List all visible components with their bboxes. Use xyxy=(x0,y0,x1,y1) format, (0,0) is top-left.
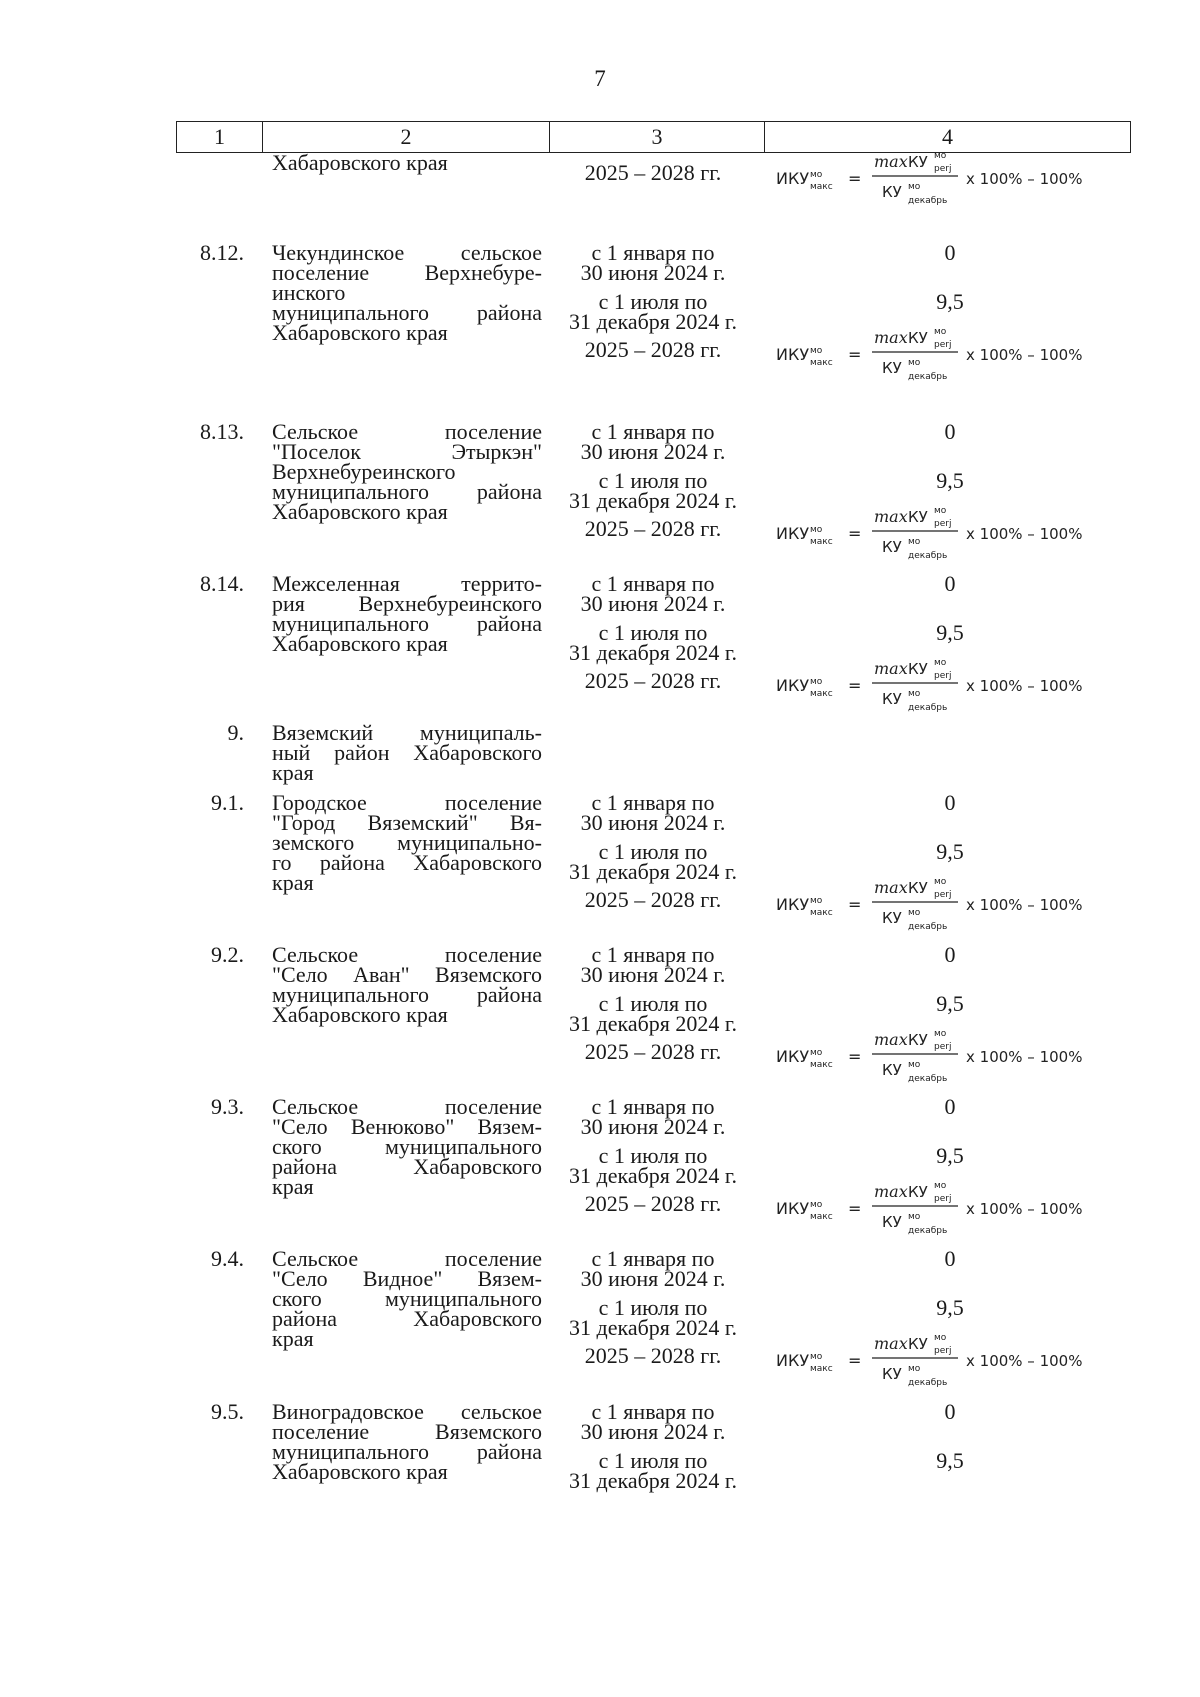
value-first-half: 0 xyxy=(944,571,956,596)
svg-text:КУ: КУ xyxy=(908,879,928,897)
row-name xyxy=(272,1399,542,1484)
svg-text:мо: мо xyxy=(908,689,921,699)
svg-text:x 100% – 100%: x 100% – 100% xyxy=(966,170,1083,188)
svg-text:КУ: КУ xyxy=(908,508,928,526)
header-col-1: 1 xyxy=(177,122,263,152)
row-name-line: Чекундинское сельское xyxy=(272,240,542,265)
svg-text:=: = xyxy=(848,345,862,364)
formula-lhs: ИКУ xyxy=(776,345,810,364)
period-second-half: с 1 июля по 31 декабря 2024 г. xyxy=(569,289,737,334)
period-first-half: с 1 января по 30 июня 2024 г. xyxy=(580,790,726,835)
svg-text:декабрь: декабрь xyxy=(908,922,948,932)
svg-text:мо: мо xyxy=(908,1364,921,1374)
period-first-half: с 1 января по 30 июня 2024 г. xyxy=(580,571,726,616)
row-name-line: "Село Венюково" Вязем- xyxy=(272,1114,542,1139)
svg-text:perj: perj xyxy=(934,671,952,681)
period-second-half: с 1 июля по 31 декабря 2024 г. xyxy=(569,1295,737,1340)
svg-text:=: = xyxy=(848,1199,862,1218)
svg-text:x 100% – 100%: x 100% – 100% xyxy=(966,896,1083,914)
period-second-half: с 1 июля по 31 декабря 2024 г. xyxy=(569,468,737,513)
row-name-line: поселение Верхнебуре- xyxy=(272,260,542,285)
svg-text:декабрь: декабрь xyxy=(908,551,948,561)
svg-text:мо: мо xyxy=(810,346,823,356)
svg-text:max: max xyxy=(874,152,908,171)
row-name-line: "Село Видное" Вязем- xyxy=(272,1266,542,1291)
svg-text:max: max xyxy=(874,328,908,347)
row-name-line: района Хабаровского xyxy=(272,1154,542,1179)
svg-text:декабрь: декабрь xyxy=(908,1226,948,1236)
row-number: 9.2. xyxy=(211,942,244,967)
row-name-line: Межселенная террито- xyxy=(272,571,542,596)
row-name-line: ный район Хабаровского xyxy=(272,740,542,765)
period-2025-2028: 2025 – 2028 гг. xyxy=(584,337,722,362)
formula-lhs: ИКУ xyxy=(776,1351,810,1370)
svg-text:мо: мо xyxy=(934,151,947,161)
row-name-line: земского муниципально- xyxy=(272,830,542,855)
svg-text:мо: мо xyxy=(810,525,823,535)
value-first-half: 0 xyxy=(944,790,956,815)
formula-lhs: ИКУ xyxy=(776,1199,810,1218)
formula xyxy=(776,1331,1136,1389)
row-name-line: Хабаровского края xyxy=(272,320,448,345)
svg-text:мо: мо xyxy=(810,896,823,906)
value-first-half: 0 xyxy=(944,1094,956,1119)
formula xyxy=(776,1179,1136,1237)
period-first-half: с 1 января по 30 июня 2024 г. xyxy=(580,1246,726,1291)
period-2025-2028: 2025 – 2028 гг. xyxy=(584,160,722,185)
period-first-half: с 1 января по 30 июня 2024 г. xyxy=(580,419,726,464)
row-name-line: Хабаровского края xyxy=(272,499,448,524)
svg-text:=: = xyxy=(848,524,862,543)
period-first-half: с 1 января по 30 июня 2024 г. xyxy=(580,1399,726,1444)
row-name-line: муниципального района xyxy=(272,1439,542,1464)
svg-text:декабрь: декабрь xyxy=(908,703,948,713)
svg-text:макс: макс xyxy=(810,182,833,192)
formula-lhs: ИКУ xyxy=(776,676,810,695)
value-second-half: 9,5 xyxy=(936,1448,964,1473)
svg-text:мо: мо xyxy=(934,877,947,887)
svg-text:КУ: КУ xyxy=(882,690,902,708)
row-name-line: го района Хабаровского xyxy=(272,850,542,875)
value-second-half: 9,5 xyxy=(936,991,964,1016)
value-second-half: 9,5 xyxy=(936,839,964,864)
period-second-half: с 1 июля по 31 декабря 2024 г. xyxy=(569,991,737,1036)
row-name-line: Виноградовское сельское xyxy=(272,1399,542,1424)
svg-text:perj: perj xyxy=(934,340,952,350)
svg-text:=: = xyxy=(848,169,862,188)
period-first-half: с 1 января по 30 июня 2024 г. xyxy=(580,942,726,987)
row-name-line: Сельское поселение xyxy=(272,419,542,444)
value-second-half: 9,5 xyxy=(936,1295,964,1320)
svg-text:декабрь: декабрь xyxy=(908,196,948,206)
svg-text:КУ: КУ xyxy=(882,1213,902,1231)
period-2025-2028: 2025 – 2028 гг. xyxy=(584,1039,722,1064)
svg-text:макс: макс xyxy=(810,1364,833,1374)
row-name-line: муниципального района xyxy=(272,611,542,636)
row-number: 8.13. xyxy=(200,419,244,444)
svg-text:макс: макс xyxy=(810,1060,833,1070)
row-number: 9.4. xyxy=(211,1246,244,1271)
svg-text:мо: мо xyxy=(908,182,921,192)
svg-text:мо: мо xyxy=(810,677,823,687)
formula xyxy=(776,656,1136,714)
svg-text:perj: perj xyxy=(934,1042,952,1052)
svg-text:мо: мо xyxy=(908,908,921,918)
page-number: 7 xyxy=(594,66,606,91)
row-number: 9.3. xyxy=(211,1094,244,1119)
row-name-line: Хабаровского края xyxy=(272,631,448,656)
svg-text:=: = xyxy=(848,1351,862,1370)
svg-text:max: max xyxy=(874,1182,908,1201)
svg-text:мо: мо xyxy=(934,506,947,516)
svg-text:мо: мо xyxy=(908,1212,921,1222)
row-name-line: края xyxy=(272,1174,314,1199)
svg-text:КУ: КУ xyxy=(908,660,928,678)
row-name-line: ского муниципального xyxy=(272,1134,542,1159)
svg-text:КУ: КУ xyxy=(882,183,902,201)
row-number: 9.1. xyxy=(211,790,244,815)
value-second-half: 9,5 xyxy=(936,620,964,645)
svg-text:max: max xyxy=(874,878,908,897)
svg-text:мо: мо xyxy=(908,1060,921,1070)
formula xyxy=(776,504,1136,562)
svg-text:perj: perj xyxy=(934,1194,952,1204)
period-second-half: с 1 июля по 31 декабря 2024 г. xyxy=(569,1143,737,1188)
svg-text:x 100% – 100%: x 100% – 100% xyxy=(966,525,1083,543)
row-name-line: района Хабаровского xyxy=(272,1306,542,1331)
value-first-half: 0 xyxy=(944,240,956,265)
period-2025-2028: 2025 – 2028 гг. xyxy=(584,668,722,693)
svg-text:мо: мо xyxy=(810,1200,823,1210)
svg-text:декабрь: декабрь xyxy=(908,1074,948,1084)
row-name-line: края xyxy=(272,870,314,895)
row-name-line: "Город Вяземский" Вя- xyxy=(272,810,542,835)
svg-text:мо: мо xyxy=(810,170,823,180)
svg-text:max: max xyxy=(874,1334,908,1353)
svg-text:x 100% – 100%: x 100% – 100% xyxy=(966,346,1083,364)
value-first-half: 0 xyxy=(944,419,956,444)
row-number: 8.12. xyxy=(200,240,244,265)
svg-text:мо: мо xyxy=(934,1029,947,1039)
svg-text:мо: мо xyxy=(810,1352,823,1362)
row-name xyxy=(272,240,542,345)
svg-text:мо: мо xyxy=(934,1181,947,1191)
row-name xyxy=(272,720,542,785)
row-name-line: Городское поселение xyxy=(272,790,542,815)
period-second-half: с 1 июля по 31 декабря 2024 г. xyxy=(569,1448,737,1493)
svg-text:КУ: КУ xyxy=(908,1183,928,1201)
svg-text:декабрь: декабрь xyxy=(908,372,948,382)
formula-lhs: ИКУ xyxy=(776,1047,810,1066)
row-name-line: Сельское поселение xyxy=(272,1246,542,1271)
row-name: Хабаровского края xyxy=(272,150,448,175)
svg-text:декабрь: декабрь xyxy=(908,1378,948,1388)
row-name xyxy=(272,419,542,524)
period-2025-2028: 2025 – 2028 гг. xyxy=(584,516,722,541)
svg-text:макс: макс xyxy=(810,908,833,918)
row-name xyxy=(272,790,542,895)
row-name-line: муниципального района xyxy=(272,300,542,325)
svg-text:max: max xyxy=(874,507,908,526)
svg-text:макс: макс xyxy=(810,689,833,699)
header-col-4: 4 xyxy=(942,124,953,149)
formula-lhs: ИКУ xyxy=(776,895,810,914)
formula-lhs: ИКУ xyxy=(776,169,810,188)
svg-text:perj: perj xyxy=(934,164,952,174)
svg-text:макс: макс xyxy=(810,1212,833,1222)
svg-text:x 100% – 100%: x 100% – 100% xyxy=(966,677,1083,695)
period-2025-2028: 2025 – 2028 гг. xyxy=(584,1191,722,1216)
row-name-line: края xyxy=(272,760,314,785)
row-name-line: рия Верхнебуреинского xyxy=(272,591,542,616)
header-col-2: 2 xyxy=(263,122,550,152)
period-first-half: с 1 января по 30 июня 2024 г. xyxy=(580,1094,726,1139)
value-second-half: 9,5 xyxy=(936,289,964,314)
period-second-half: с 1 июля по 31 декабря 2024 г. xyxy=(569,839,737,884)
svg-text:макс: макс xyxy=(810,537,833,547)
svg-text:мо: мо xyxy=(934,658,947,668)
formula xyxy=(776,149,1136,207)
value-second-half: 9,5 xyxy=(936,1143,964,1168)
period-2025-2028: 2025 – 2028 гг. xyxy=(584,887,722,912)
row-name-line: Хабаровского края xyxy=(272,1002,448,1027)
row-name-line: "Поселок Этыркэн" xyxy=(272,439,542,464)
svg-text:мо: мо xyxy=(810,1048,823,1058)
row-name xyxy=(272,942,542,1027)
value-first-half: 0 xyxy=(944,1399,956,1424)
value-first-half: 0 xyxy=(944,1246,956,1271)
period-second-half: с 1 июля по 31 декабря 2024 г. xyxy=(569,620,737,665)
row-name-line: поселение Вяземского xyxy=(272,1419,542,1444)
value-second-half: 9,5 xyxy=(936,468,964,493)
formula xyxy=(776,875,1136,933)
svg-text:=: = xyxy=(848,676,862,695)
svg-text:=: = xyxy=(848,1047,862,1066)
formula xyxy=(776,1027,1136,1085)
row-name xyxy=(272,1246,542,1351)
row-name-line: Сельское поселение xyxy=(272,942,542,967)
row-name-line: Вяземский муниципаль- xyxy=(272,720,542,745)
formula-lhs: ИКУ xyxy=(776,524,810,543)
svg-text:мо: мо xyxy=(908,537,921,547)
svg-text:=: = xyxy=(848,895,862,914)
svg-text:КУ: КУ xyxy=(882,1365,902,1383)
svg-text:perj: perj xyxy=(934,890,952,900)
row-name-line: инского xyxy=(272,280,346,305)
svg-text:мо: мо xyxy=(934,1333,947,1343)
svg-text:КУ: КУ xyxy=(882,909,902,927)
row-name-line: Сельское поселение xyxy=(272,1094,542,1119)
svg-text:КУ: КУ xyxy=(908,1031,928,1049)
svg-text:x 100% – 100%: x 100% – 100% xyxy=(966,1200,1083,1218)
svg-text:max: max xyxy=(874,1030,908,1049)
svg-text:КУ: КУ xyxy=(882,359,902,377)
row-number: 9.5. xyxy=(211,1399,244,1424)
svg-text:КУ: КУ xyxy=(882,1061,902,1079)
svg-text:perj: perj xyxy=(934,1346,952,1356)
svg-text:max: max xyxy=(874,659,908,678)
svg-text:макс: макс xyxy=(810,358,833,368)
svg-text:мо: мо xyxy=(934,327,947,337)
svg-text:КУ: КУ xyxy=(908,329,928,347)
row-number: 9. xyxy=(227,720,244,745)
svg-text:КУ: КУ xyxy=(908,153,928,171)
value-first-half: 0 xyxy=(944,942,956,967)
row-number: 8.14. xyxy=(200,571,244,596)
row-name-line: "Село Аван" Вяземского xyxy=(272,962,542,987)
svg-text:КУ: КУ xyxy=(908,1335,928,1353)
svg-text:мо: мо xyxy=(908,358,921,368)
row-name-line: Хабаровского края xyxy=(272,1459,448,1484)
svg-text:x 100% – 100%: x 100% – 100% xyxy=(966,1048,1083,1066)
period-2025-2028: 2025 – 2028 гг. xyxy=(584,1343,722,1368)
row-name-line: Верхнебуреинского xyxy=(272,459,456,484)
row-name-line: края xyxy=(272,1326,314,1351)
period-first-half: с 1 января по 30 июня 2024 г. xyxy=(580,240,726,285)
svg-text:x 100% – 100%: x 100% – 100% xyxy=(966,1352,1083,1370)
row-name xyxy=(272,571,542,656)
svg-text:perj: perj xyxy=(934,519,952,529)
svg-text:КУ: КУ xyxy=(882,538,902,556)
row-name-line: ского муниципального xyxy=(272,1286,542,1311)
row-name-line: муниципального района xyxy=(272,479,542,504)
header-col-3: 3 xyxy=(550,122,765,152)
row-name-line: муниципального района xyxy=(272,982,542,1007)
row-name xyxy=(272,1094,542,1199)
formula xyxy=(776,325,1136,383)
